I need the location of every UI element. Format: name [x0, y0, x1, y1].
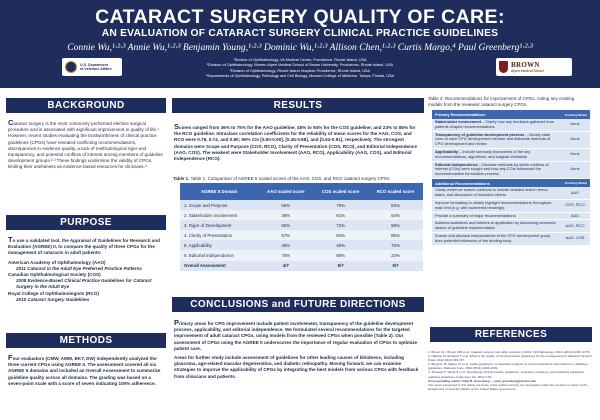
affiliation-line: ³Division of Ophthalmology, Rhode Island Hospital, Providence, Rhode Island, USA [230, 68, 370, 73]
disclaimer: The views expressed in this article are those of the authors and do not necessarily reflect the position or policy of the Department of Veterans Affairs or the United States government. [428, 382, 588, 391]
score-cell: 5/7 [368, 261, 423, 271]
score-cell: 94% [313, 230, 368, 240]
column-header: Existing Model [560, 110, 590, 119]
background-dropcap: C [8, 118, 14, 127]
score-cell: 36% [258, 210, 313, 220]
rec-text: – Include summary documents of the key recommendations, algorithms, and surgical checklists [435, 148, 531, 159]
table-row [180, 220, 423, 230]
purpose-doc: 2010 Cataract Surgery Guidelines [16, 296, 90, 302]
results-dropcap: S [174, 122, 180, 131]
reference-item: 2. Nabhan M, Elraiyah T et al. What is the quality of clinical practice guidelines for the management of diabetes? Endocr Pract. 2012;18(3):330-337. [428, 354, 592, 363]
results-text [174, 124, 422, 162]
purpose-doc: 2011 Cataract in the Adult Eye Preferred Practice Patterns [16, 265, 142, 271]
contact-info: Corresponding author: Paul B. Greenberg — paul_greenberg@brown.edu [428, 378, 537, 383]
table-row [432, 148, 590, 161]
poster-header [0, 0, 600, 88]
background-text [8, 120, 164, 171]
table-row [432, 161, 590, 178]
column-header: COS scaled score [313, 183, 368, 200]
model-cell: None [560, 148, 590, 161]
table1-caption-text: Table 1. Comparison of AGREE II scaled scores of the AAO, COS, and RCO cataract surgery CPGs. [190, 176, 391, 181]
rec-title: Editorial independence [435, 161, 478, 167]
purpose-org: Royal College of Ophthalmologists (RCO) [8, 290, 99, 296]
model-cell: None [560, 161, 590, 178]
table1-caption: Table 1. Table 1. Comparison of AGREE II scaled scores of the AAO, COS, and RCO cataract surgery CPGs. [173, 176, 391, 181]
domain-cell: Overall Assessment [180, 261, 258, 271]
rec-text: – Clarify how any feedback gathered from patients shaped recommendations [435, 119, 555, 129]
table-row [180, 230, 423, 240]
recommendation-cell: Clarify evidence search methods to include detailed search terms, dates, and discussion of inclusion criteria [432, 187, 560, 199]
conclusions-text [174, 320, 422, 383]
table-row [432, 200, 590, 213]
conclusions-body: rimary areas for CPG improvement include patient involvement, transparency of the guideline development process, applicability, and editorial independence. We formulated several recommendations for the targeted improvement of adult cataract CPGs, using models from the reviewed CPGs when possible (Table 2). Our assessment of CPGs using the AGREE II underscores the importance of regular evaluation of CPGs to optimize patient care. [174, 321, 418, 351]
domain-cell: 5. Applicability [180, 240, 258, 250]
purpose-text [8, 237, 164, 303]
methods-dropcap: F [8, 353, 13, 362]
author-list: Connie Wu,¹·²·³ Annie Wu,¹·²·³ Benjamin Young,¹·²·³ Dominic Wu,¹·²·³ Allison Chen,¹·²·³ Curtis Margo,⁴ Paul Greenberg¹·²·³ [67, 42, 533, 53]
table-section-header [432, 178, 590, 187]
affiliation-line: ¹Section of Ophthalmology, VA Medical Center, Providence, Rhode Island, USA [233, 58, 367, 62]
table-header-row [180, 183, 423, 200]
recommendation-cell [432, 119, 560, 131]
column-header: Existing Model [560, 178, 590, 187]
column-header: AGREE II Domain [180, 183, 258, 200]
affiliation-line: ⁴Departments of Ophthalmology, Pathology and Cell Biology, Morsani College of Medicine, Tampa, Florida, USA [205, 74, 395, 79]
recommendation-cell: Address facilitators and barriers to application by discussing economic factors of guideline implementation [432, 220, 560, 233]
recommendation-cell: Provide a summary of major recommendations [432, 212, 560, 220]
domain-cell: 3. Rigor of Development [180, 220, 258, 230]
purpose-heading: PURPOSE [6, 215, 166, 230]
domain-cell: 4. Clarity of Presentation [180, 230, 258, 240]
table-row [432, 187, 590, 199]
reference-item: 4. Shekelle P, Woolf S et al. Developing clinical practice guidelines: reviewing, reporting, and publishing guidelines; updating guidelines. Implement Sci. 2012;7:62. [428, 370, 585, 379]
results-heading: RESULTS [172, 98, 424, 113]
poster-title: CATARACT SURGERY QUALITY OF CARE: [95, 6, 505, 28]
purpose-org: American Academy of Ophthalmology (AAO) [8, 259, 106, 265]
rec-text: – Clearly state roles of each CPG development member and delineate methods of CPG development and review [435, 131, 551, 147]
score-cell: 49% [258, 240, 313, 250]
recommendation-cell [432, 148, 560, 161]
score-cell: 64% [368, 210, 423, 220]
purpose-doc: 2008 Evidence-Based Clinical Practice Guidelines for Cataract Surgery in the Adult Eye [16, 278, 152, 290]
brown-logo-text [511, 62, 544, 73]
table-row [180, 261, 423, 271]
brown-logo [496, 58, 572, 76]
score-cell: 85% [313, 250, 368, 260]
section-header-additional: Additional Recommendations [432, 178, 560, 187]
rec-title: Transparency of guideline development process [435, 131, 525, 137]
va-logo [62, 58, 122, 76]
purpose-org: Canadian Ophthalmological Society (COS) [8, 272, 101, 278]
purpose-intro: o use a validated tool, the Appraisal of Guidelines for Research and Evaluation (AGREE) II, to compare the quality of three CPGs for the management of cataracts in adult patients: [8, 238, 160, 256]
score-cell: 5/7 [313, 261, 368, 271]
score-cell: 23% [368, 250, 423, 260]
references-heading: REFERENCES [430, 327, 592, 342]
background-heading: BACKGROUND [6, 98, 166, 113]
recommendation-cell: Improve formatting to clearly highlight recommendations throughout main text (e.g. with numbered headings) [432, 200, 560, 213]
future-directions-body: Areas for further study include assessment of guidelines for other leading causes of blindness, including glaucoma, age-related macular degeneration, and diabetic retinopathy. Moving forward, we can examine strategies to improve the applicability of CPGs by integrating the best models from various CPGs with feedback from clinicians and patients. [174, 355, 419, 379]
affiliation-line: ²Division of Ophthalmology, Warren Alpert Medical School of Brown University, Providence, Rhode Island, USA [206, 63, 394, 68]
score-cell: 55% [258, 220, 313, 230]
methods-text [8, 355, 164, 387]
conclusions-dropcap: P [174, 318, 180, 327]
rec-title: Stakeholder involvement [435, 119, 482, 124]
score-cell: 58% [368, 220, 423, 230]
domain-cell: 2. Stakeholder Involvement [180, 210, 258, 220]
model-cell: None [560, 131, 590, 148]
poster-subtitle: AN EVALUATION OF CATARACT SURGERY CLINICAL PRACTICE GUIDELINES [101, 28, 499, 39]
table-row [432, 131, 590, 148]
table-row [432, 212, 590, 220]
score-cell: 79% [313, 200, 368, 210]
brown-logo-school: Alpert Medical School [511, 68, 544, 73]
table-row [432, 233, 590, 246]
score-cell: 70% [368, 240, 423, 250]
model-cell: AAO, RCO [560, 220, 590, 233]
purpose-dropcap: T [8, 235, 13, 244]
rec-title: Applicability [435, 148, 459, 154]
score-cell: 85% [368, 230, 423, 240]
model-cell: None [560, 119, 590, 131]
methods-heading: METHODS [6, 333, 166, 348]
reference-item: 3. Burgers JS, Bailey JV et al. Inside guidelines: comparative analysis of recommendations and evidence in diabetes guidelines. Diabetes Care. 2002;25(11):1933-1939. [428, 362, 588, 371]
va-logo-line: of Veterans Affairs [80, 67, 112, 71]
table-row [180, 240, 423, 250]
reference-item: 1. Brown GC, Brown MM et al. Cataract surgery cost utility revisited in 2012. Ophthalmology. 2013;120(12):2367-2376. [428, 350, 591, 354]
model-cell: AAO [560, 187, 590, 199]
model-cell: AAO, COS [560, 233, 590, 246]
score-cell: 72% [313, 220, 368, 230]
score-cell: 67% [258, 230, 313, 240]
recommendation-cell: Ensure and disclose independence of the CPG development group from potential influences of the funding body [432, 233, 560, 246]
rec-text: – Disclose methods by which conflicts of interest (COIs) were sought and how any COIs influenced the recommendation formulation process [435, 161, 549, 177]
table-row [180, 210, 423, 220]
background-body: ataract surgery is the most commonly performed elective surgical procedure and is associated with significant improvement in quality of life.¹ However, recent studies evaluating the trustworthiness of clinical practice guidelines (CPGs) have revealed conflicting recommendations, discrepancies in evidence quality, a lack of methodological rigor and transparency, and potential conflicts of interest among members of guideline development groups.²·³ These findings undermine the validity of CPGs, limiting their usefulness as evidence-based resources for clinicians.⁴ [8, 121, 163, 170]
table-row [180, 250, 423, 260]
conclusions-heading: CONCLUSIONS and FUTURE DIRECTIONS [172, 297, 424, 312]
section-header-primary: Primary Recommendations [432, 110, 560, 119]
table-row [432, 119, 590, 131]
brown-logo-name: BROWN [511, 60, 540, 69]
column-header: RCO scaled score [368, 183, 423, 200]
column-header: AAO scaled score [258, 183, 313, 200]
va-seal-icon [65, 61, 77, 73]
results-body: cores ranged from 36% to 75% for the AAO guideline; 45% to 94% for the COS guideline; and 23% to 85% for the RCO guideline. Intraclass correlation coefficients for the reliability of mean scores for the AAO, COS, and RCO were 0.78, 0.74, and 0.80; 95% CIs [0.60-0.90], [0.45-0.88], and [0.53-0.91], respectively. The strongest domains were Scope and Purpose (COS, RCO), Clarity of Presentation (COS, RCO), and Editorial Independence (AAO, COS). The weakest were Stakeholder Involvement (AAO, RCO), Applicability (AAO, COS), and Editorial Independence (RCO). [174, 125, 417, 162]
table-row [180, 200, 423, 210]
domain-cell: 6. Editorial Independence [180, 250, 258, 260]
table-section-header [432, 110, 590, 119]
score-cell: 56% [258, 200, 313, 210]
model-cell: AAO [560, 212, 590, 220]
brown-crest-icon [499, 61, 508, 73]
references-list [428, 350, 592, 391]
domain-cell: 1. Scope and Purpose [180, 200, 258, 210]
score-cell: 45% [313, 240, 368, 250]
score-cell: 83% [368, 200, 423, 210]
va-logo-text [80, 63, 112, 72]
va-logo-line: U.S. Department [80, 62, 108, 67]
methods-body: our evaluators (CMW, AMW, BKY, DW) independently analyzed the three current CPGs using AGREE II. The assessment covered all six AGREE II domains and included an Overall Assessment to summarize guideline quality across all domains. The grading was based on a seven-point scale with a score of seven indicating 100% adherence. [8, 356, 161, 386]
recommendations-table [432, 110, 590, 246]
recommendation-cell [432, 161, 560, 178]
score-cell: 61% [313, 210, 368, 220]
affiliations [150, 58, 450, 80]
recommendation-cell [432, 131, 560, 148]
model-cell: COS, RCO [560, 200, 590, 213]
score-cell: 75% [258, 250, 313, 260]
score-cell: 4/7 [258, 261, 313, 271]
table2-caption [428, 96, 590, 107]
table-row [432, 220, 590, 233]
agree-scores-table [180, 183, 423, 271]
table2-caption-text: Table 2. Recommendations for improvement of CPGs, noting any existing models from the reviewed cataract surgery CPGs. [428, 96, 575, 107]
